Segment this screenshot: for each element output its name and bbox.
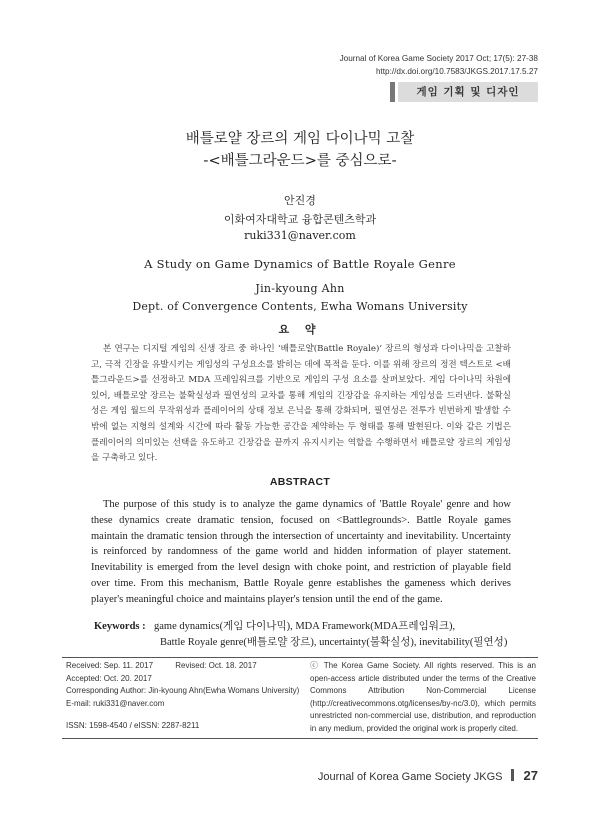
- received-date: Received: Sep. 11. 2017: [66, 661, 154, 670]
- corresponding-email[interactable]: E-mail: ruki331@naver.com: [66, 698, 165, 708]
- paper-title-en: A Study on Game Dynamics of Battle Royale Genre: [144, 257, 456, 271]
- corresponding-author: Corresponding Author: Jin-kyoung Ahn(Ewha Womans University): [66, 686, 300, 695]
- author-affiliation-en: Dept. of Convergence Contents, Ewha Womans University: [132, 300, 468, 313]
- author-name-kr: 안진경: [284, 194, 316, 207]
- section-tag: [390, 82, 538, 102]
- article-history: [66, 660, 306, 733]
- copyright-notice: ⓒ The Korea Game Society. All rights reserved. This is an open-access article distributed under the terms of the Creative Commons Attribution Non-Commercial License (http://creativecommons.otg/licenses/by-nc/3.0), which permits unrestricted non-commercial use, distribution, and reproduction in any medium, provided the original work is properly cited.: [310, 661, 536, 733]
- footer-separator: [511, 769, 514, 781]
- paper-subtitle-kr: -<배틀그라운드>를 중심으로-: [203, 153, 397, 169]
- doi-link[interactable]: http://dx.doi.org/10.7583/JKGS.2017.17.5.27: [375, 67, 538, 76]
- author-affiliation-kr: 이화여자대학교 융합콘텐츠학과: [223, 213, 377, 226]
- journal-citation: Journal of Korea Game Society 2017 Oct; 17(5): 27-38: [339, 54, 538, 63]
- keywords-line1: game dynamics(게임 다이나믹), MDA Framework(MDA프레임워크),: [154, 621, 456, 632]
- section-tag-label: 게임 기획 및 디자인: [398, 82, 538, 102]
- footer-journal: Journal of Korea Game Society JKGS: [317, 771, 503, 783]
- abstract-kr-text: 본 연구는 디지털 게임의 신생 장르 중 하나인 ‘배틀로얄(Battle Royale)’ 장르의 형성과 다이나믹을 고찰하고, 극적 긴장을 유발시키는 게임성의 구성요소를 밝히는 데에 목적을 둔다. 이를 위해 장르의 정전 텍스트로 <배틀그라운드>를 선정하고 MDA 프레임워크를 기반으로 게임의 구성 요소를 살펴보았다. 게임 다이나믹 차원에 있어, 배틀로얄 장르는 불확실성과 필연성의 교차를 통해 게임의 긴장감을 유지하는 게임성을 드러낸다. 불확실성은 게임 월드의 무작위성과 플레이어의 상태 정보 은닉을 통해 강화되며, 필연성은 전투가 빈번하게 발생할 수밖에 없는 지형의 설계와 시간에 따라 활동 가능한 공간을 제약하는 두 형태를 통해 발현된다. 이와 같은 기법은 플레이어의 의미있는 선택을 유도하고 긴장감을 끝까지 유지시키는 역할을 수행하면서 배틀로얄 장르의 게임성을 구축하고 있다.: [91, 344, 511, 464]
- keywords-line2: Battle Royale genre(배틀로얄 장르), uncertainty(불확실성), inevitability(필연성): [160, 637, 508, 648]
- keywords: [94, 619, 534, 651]
- author-email[interactable]: ruki331@naver.com: [244, 229, 356, 242]
- page-number: 27: [523, 768, 538, 783]
- section-tag-bar: [390, 82, 395, 102]
- abstract-kr-heading: 요 약: [278, 323, 322, 336]
- divider-top: [62, 657, 538, 658]
- page-footer: [318, 768, 538, 783]
- keywords-label: Keywords :: [94, 621, 146, 632]
- abstract-en-text: The purpose of this study is to analyze the game dynamics of 'Battle Royale' genre and how these dynamics create dramatic tension, focused on <Battlegrounds>. Battle Royale games maintain the dramatic tension through the intersection of uncertainty and inevitability. Uncertainty is reinforced by randomness of the game world and hidden information of player statement. Inevitability is emerged from the level design with choke point, and restriction of playable field over time. From this mechanism, Battle Royale genre establishes the gameness which derives player's meaningful choice and maintains player's tension until the end of the game.: [91, 499, 511, 605]
- author-name-en: Jin-kyoung Ahn: [255, 282, 345, 295]
- paper-title-kr: 배틀로얄 장르의 게임 다이나믹 고찰: [185, 131, 415, 147]
- accepted-date: Accepted: Oct. 20. 2017: [66, 673, 152, 683]
- abstract-en-heading: ABSTRACT: [269, 476, 331, 488]
- revised-date: Revised: Oct. 18. 2017: [175, 661, 257, 670]
- issn: ISSN: 1598-4540 / eISSN: 2287-8211: [66, 721, 200, 730]
- divider-bottom: [62, 738, 538, 739]
